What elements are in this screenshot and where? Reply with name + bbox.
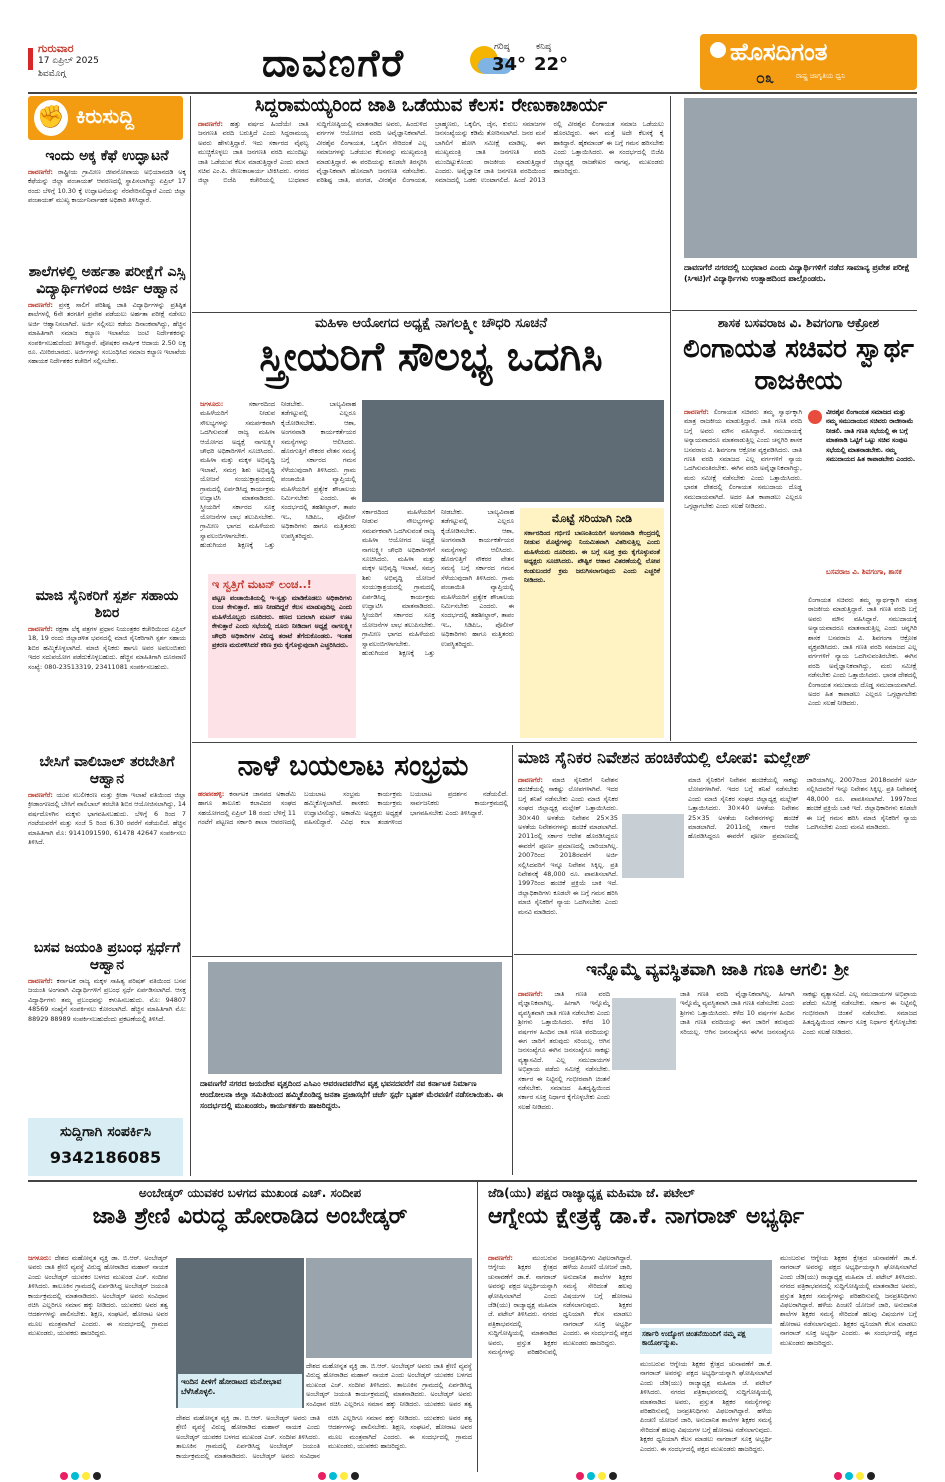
story-place: ದಾವಣಗೆರೆ: (518, 776, 543, 784)
sidebar-bribe-box (208, 574, 356, 738)
story-body (488, 1254, 632, 1466)
photo-women-event (362, 400, 664, 502)
brand-name: ಹೊಸದಿಗಂತ (730, 37, 828, 66)
brief-text: ಪ್ರಸಕ್ತ ಸಾಲಿಗೆ ಪರಿಶಿಷ್ಟ ಜಾತಿ ವಿದ್ಯಾರ್ಥಿಗಳನ್ನು ಪ್ರತಿಷ್ಠಿತ ಶಾಲೆಗಳಲ್ಲಿ 6ನೇ ತರಗತಿಗೆ ಪ್ರವೇಶ ಪಡೆಯಲು ಅರ್ಹತಾ ಪರೀಕ್ಷೆ ನಡೆಸಲು ಅರ್ಜಿ ಆಹ್ವಾನಿಸಲಾಗಿದೆ. ಅರ್ಜಿ ಸಲ್ಲಿಸಲು ಕಡೆಯ ದಿನಾಂಕವಾಗಿದ್ದು, ಹೆಚ್ಚಿನ ಮಾಹಿತಿಗಾಗಿ ಸಮಾಜ ಕಲ್ಯಾಣ ಇಲಾಖೆಯ ಜಂಟಿ ನಿರ್ದೇಶಕರನ್ನು ಸಂಪರ್ಕಿಸಬಹುದೆಂದು ತಿಳಿಸಿದ್ದಾರೆ. ಪೋಷಕರ ವಾರ್ಷಿಕ ಆದಾಯ 2.50 ಲಕ್ಷ ರೂ. ಮೀರಿರಬಾರದು. ಅರ್ಜಿಗಳನ್ನು ಸಂಬಂಧಿಸಿದ ಸಮಾಜ ಕಲ್ಯಾಣ ಇಲಾಖೆಯ ಸಹಾಯಕ ನಿರ್ದೇಶಕರ ಕಚೇರಿಗೆ ಸಲ್ಲಿಸಬೇಕು. (28, 301, 186, 366)
brief-headline: ಮಾಜಿ ಸೈನಿಕರಿಗೆ ಸ್ಪರ್ಶ ಸಹಾಯ ಶಿಬಿರ (35, 588, 179, 621)
story-text: ಮುಂಬರುವ ಆಗ್ನೇಯ ಶಿಕ್ಷಕರ ಕ್ಷೇತ್ರದ ಚುನಾವಣೆಗೆ ಡಾ.ಕೆ. ನಾಗರಾಜ್ ಅವರನ್ನು ಪಕ್ಷದ ಅಭ್ಯರ್ಥಿಯನ್ನಾಗಿ ಘೋಷಿಸಲಾಗಿದೆ ಎಂದು ಜೆಡಿ(ಯು) ರಾಜ್ಯಾಧ್ಯಕ್ಷ ಮಹಿಮಾ ಜೆ. ಪಟೇಲ್ ತಿಳಿಸಿದರು. ನಗರದ ಪತ್ರಿಕಾಭವನದಲ್ಲಿ ಸುದ್ದಿಗೋಷ್ಠಿಯಲ್ಲಿ ಮಾತನಾಡಿದ ಅವರು, ಪ್ರಸ್ತುತ ಶಿಕ್ಷಕರ ಸಮಸ್ಯೆಗಳನ್ನು ಪರಿಹರಿಸುವಲ್ಲಿ ಜನಪ್ರತಿನಿಧಿಗಳು ವಿಫಲರಾಗಿದ್ದಾರೆ. ಹಳೆಯ ಪಿಂಚಣಿ ಯೋಜನೆ ಜಾರಿ, ಅನುದಾನಿತ ಶಾಲೆಗಳ ಶಿಕ್ಷಕರ ಸಮಸ್ಯೆ ಸೇರಿದಂತೆ ಹಲವು ವಿಷಯಗಳ ಬಗ್ಗೆ ಹೋರಾಟ ನಡೆಸಲಾಗುವುದು. ಶಿಕ್ಷಕರ ಧ್ವನಿಯಾಗಿ ಕೆಲಸ ಮಾಡಲು ನಾಗರಾಜ್ ಸೂಕ್ತ ಅಭ್ಯರ್ಥಿ ಎಂದರು. ಈ ಸಂದರ್ಭದಲ್ಲಿ ಪಕ್ಷದ ಮುಖಂಡರು ಹಾಜರಿದ್ದರು. (488, 1254, 632, 1357)
photo-caption: ಇಂದಿನ ಪೀಳಿಗೆ ಹೋರಾಟದ ಮನೋಭಾವ ಬೆಳೆಸಿಕೊಳ್ಳಲಿ. (178, 1374, 302, 1408)
story-body-continued (362, 508, 514, 738)
photo-caption: ದಾವಣಗೆರೆ ನಗರದಲ್ಲಿ ಬುಧವಾರ ಎಂದು ವಿದ್ಯಾರ್ಥಿಗಳಿಗೆ ನಡೆದ ಸಾಮಾನ್ಯ ಪ್ರವೇಶ ಪರೀಕ್ಷೆ (ಸಿಇಟಿ)ಗೆ ವಿದ್ಯಾರ್ಥಿಗಳು ಉತ್ಸಾಹದಿಂದ ಪಾಲ್ಗೊಂಡರು. (684, 263, 910, 283)
story-text: ಲಿಂಗಾಯತ ಸಚಿವರು ತಮ್ಮ ಸ್ವಾರ್ಥಕ್ಕಾಗಿ ಮಾತ್ರ ರಾಜಕೀಯ ಮಾಡುತ್ತಿದ್ದಾರೆ. ಜಾತಿ ಗಣತಿ ವರದಿ ಬಗ್ಗೆ ಅವರು ಮೌನ ವಹಿಸಿದ್ದಾರೆ. ಸಮುದಾಯಕ್ಕೆ ಅನ್ಯಾಯವಾದರೂ ಮಾತನಾಡುತ್ತಿಲ್ಲ ಎಂದು ಚನ್ನಗಿರಿ ಶಾಸಕ ಬಸವರಾಜ ವಿ. ಶಿವಗಂಗಾ ಆಕ್ರೋಶ ವ್ಯಕ್ತಪಡಿಸಿದರು. ಜಾತಿ ಗಣತಿ ವರದಿ ಸಮಾಜದ ಎಲ್ಲ ವರ್ಗಗಳಿಗೆ ನ್ಯಾಯ ಒದಗಿಸುವಂತಿರಬೇಕು. ಈಗಿನ ವರದಿ ಅವೈಜ್ಞಾನಿಕವಾಗಿದ್ದು, ಮರು ಸಮೀಕ್ಷೆ ನಡೆಸಬೇಕು ಎಂದು ಒತ್ತಾಯಿಸಿದರು. ಭಾರತ ದೇಶದಲ್ಲಿ ಲಿಂಗಾಯತ ಸಮುದಾಯ ದೊಡ್ಡ ಸಮುದಾಯವಾಗಿದೆ. ಅದರ ಹಿತ ಕಾಪಾಡಲು ಎಲ್ಲರೂ ಒಗ್ಗಟ್ಟಾಗಬೇಕು ಎಂದು ಸಲಹೆ ನೀಡಿದರು. (808, 596, 917, 708)
story-body-continued (808, 596, 917, 738)
story-text: ಲಿಂಗಾಯತ ಸಚಿವರು ತಮ್ಮ ಸ್ವಾರ್ಥಕ್ಕಾಗಿ ಮಾತ್ರ ರಾಜಕೀಯ ಮಾಡುತ್ತಿದ್ದಾರೆ. ಜಾತಿ ಗಣತಿ ವರದಿ ಬಗ್ಗೆ ಅವರು ಮೌನ ವಹಿಸಿದ್ದಾರೆ. ಸಮುದಾಯಕ್ಕೆ ಅನ್ಯಾಯವಾದರೂ ಮಾತನಾಡುತ್ತಿಲ್ಲ ಎಂದು ಚನ್ನಗಿರಿ ಶಾಸಕ ಬಸವರಾಜ ವಿ. ಶಿವಗಂಗಾ ಆಕ್ರೋಶ ವ್ಯಕ್ತಪಡಿಸಿದರು. ಜಾತಿ ಗಣತಿ ವರದಿ ಸಮಾಜದ ಎಲ್ಲ ವರ್ಗಗಳಿಗೆ ನ್ಯಾಯ ಒದಗಿಸುವಂತಿರಬೇಕು. ಈಗಿನ ವರದಿ ಅವೈಜ್ಞಾನಿಕವಾಗಿದ್ದು, ಮರು ಸಮೀಕ್ಷೆ ನಡೆಸಬೇಕು ಎಂದು ಒತ್ತಾಯಿಸಿದರು. ಭಾರತ ದೇಶದಲ್ಲಿ ಲಿಂಗಾಯತ ಸಮುದಾಯ ದೊಡ್ಡ ಸಮುದಾಯವಾಗಿದೆ. ಅದರ ಹಿತ ಕಾಪಾಡಲು ಎಲ್ಲರೂ ಒಗ್ಗಟ್ಟಾಗಬೇಕು ಎಂದು ಸಲಹೆ ನೀಡಿದರು. (684, 408, 802, 511)
fist-icon: ✊ (34, 100, 68, 136)
brand-tagline: ರಾಷ್ಟ್ರ ಜಾಗೃತಿಯ ಧ್ವನಿ (796, 72, 846, 80)
story-kicker: ಮಹಿಳಾ ಆಯೋಗದ ಅಧ್ಯಕ್ಷೆ ನಾಗಲಕ್ಷ್ಮೀ ಚೌಧರಿ ಸೂಚನೆ (314, 316, 548, 331)
column-rule (477, 1182, 478, 1472)
brief-headline: ಶಾಲೆಗಳಲ್ಲಿ ಅರ್ಹತಾ ಪರೀಕ್ಷೆಗೆ ಎಸ್ಸಿ ವಿದ್ಯಾರ್ಥಿಗಳಿಂದ ಅರ್ಜಿ ಆಹ್ವಾನ (28, 264, 186, 297)
brief-5 (28, 940, 186, 1112)
sidebar-text: ಸರ್ಕಾರದಿಂದ ಗರ್ಭಿಣಿ ಬಾಣಂತಿಯರಿಗೆ ಅಂಗನವಾಡಿ ಕೇಂದ್ರದಲ್ಲಿ ನೀಡುವ ಮೊಟ್ಟೆಗಳನ್ನು ನಿಯಮಿತವಾಗಿ ವಿತರಿಸುತ್ತಿಲ್ಲ ಎಂದು ಮಹಿಳೆಯರು ದೂರಿದರು. ಈ ಬಗ್ಗೆ ಸೂಕ್ತ ಕ್ರಮ ಕೈಗೊಳ್ಳುವಂತೆ ಅಧ್ಯಕ್ಷರು ಸೂಚಿಸಿದರು. ಪೌಷ್ಟಿಕ ಆಹಾರ ವಿತರಣೆಯಲ್ಲಿ ಲೋಪ ಕಂಡುಬಂದರೆ ಕ್ರಮ ಜರುಗಿಸಲಾಗುವುದು ಎಂದು ಎಚ್ಚರಿಕೆ ನೀಡಿದರು. (524, 529, 660, 585)
story-place: ದಾವಣಗೆರೆ: (518, 990, 543, 998)
brief-place: ದಾವಣಗೆರೆ: (28, 791, 53, 799)
print-registration-marks (834, 1472, 875, 1480)
print-registration-marks (576, 1472, 617, 1480)
row-rule (192, 312, 670, 313)
day-label: ಗುರುವಾರ (38, 42, 74, 55)
max-temp-label: ಗರಿಷ್ಠ (494, 42, 510, 52)
story-body (28, 1254, 168, 1466)
story-place: ದಾವಣಗೆರೆ: (684, 408, 709, 416)
sidebar-text: ಪಟ್ಟಣ ಪಂಚಾಯಿತಿಯಲ್ಲಿ ಇ-ಸ್ವತ್ತು ಮಾಡಿಕೊಡಲು ಅಧಿಕಾರಿಗಳು ಲಂಚ ಕೇಳುತ್ತಾರೆ. ಹಣ ನೀಡದಿದ್ದರೆ ಕೆಲಸ ಮಾಡುವುದಿಲ್ಲ ಎಂದು ಮಹಿಳೆಯೊಬ್ಬರು ದೂರಿದರು. ಹಣದ ಬದಲಾಗಿ ಮಟನ್ ಊಟ ಕೇಳುತ್ತಾರೆ ಎಂದು ಸಭೆಯಲ್ಲಿ ದೂರು ನೀಡಿದಾಗ ಅಧ್ಯಕ್ಷೆ ನಾಗಲಕ್ಷ್ಮೀ ಚೌಧರಿ ಅಧಿಕಾರಿಗಳ ವಿರುದ್ಧ ತರಾಟೆ ತೆಗೆದುಕೊಂಡರು. ಇಂತಹ ಪ್ರಕರಣ ಮರುಕಳಿಸಿದರೆ ಕಠಿಣ ಕ್ರಮ ಕೈಗೊಳ್ಳುವುದಾಗಿ ಎಚ್ಚರಿಸಿದರು. (212, 594, 352, 650)
brief-2 (28, 264, 186, 582)
brief-text: ರಕ್ಷಣಾ ಲೆಕ್ಕ ಪತ್ರಗಳ ಪ್ರಧಾನ ನಿಯಂತ್ರಕರ ಕಚೇರಿಯಿಂದ ಏಪ್ರಿಲ್ 18, 19 ರಂದು ಜಿಲ್ಲಾಡಳಿತ ಭವನದಲ್ಲಿ ಮಾಜಿ ಸೈನಿಕರಿಗಾಗಿ ಸ್ಪರ್ಶ ಸಹಾಯ ಶಿಬಿರ ಹಮ್ಮಿಕೊಳ್ಳಲಾಗಿದೆ. ಮಾಜಿ ಸೈನಿಕರು ಹಾಗೂ ಅವರ ಅವಲಂಬಿತರು ಇದರ ಸದುಪಯೋಗ ಪಡೆದುಕೊಳ್ಳಬಹುದು. ಹೆಚ್ಚಿನ ಮಾಹಿತಿಗಾಗಿ ದೂರವಾಣಿ ಸಂಖ್ಯೆ: 080-23513319, 23411081 ಸಂಪರ್ಕಿಸಬಹುದು. (28, 625, 186, 671)
quote-box (808, 408, 917, 590)
story-jdu-candidate (488, 1186, 917, 1246)
kiru-suddi-banner (28, 96, 183, 140)
min-temp: 22° (534, 54, 569, 75)
row-rule (672, 310, 917, 311)
kiru-suddi-title: ಕಿರುಸುದ್ದಿ (76, 104, 135, 128)
story-text: ದೇಶದ ಮಹೋನ್ನತ ವ್ಯಕ್ತಿ ಡಾ. ಬಿ.ಆರ್. ಅಂಬೇಡ್ಕರ್ ಅವರು ಜಾತಿ ಶ್ರೇಣಿ ವ್ಯವಸ್ಥೆ ವಿರುದ್ಧ ಹೋರಾಡಿದ ಮಹಾನ್ ನಾಯಕ ಎಂದು ಅಂಬೇಡ್ಕರ್ ಯುವಕರ ಬಳಗದ ಮುಖಂಡ ಎಚ್. ಸಂದೀಪ ತಿಳಿಸಿದರು. ತಾಲೂಕಿನ ಗ್ರಾಮದಲ್ಲಿ ಏರ್ಪಡಿಸಿದ್ದ ಅಂಬೇಡ್ಕರ್ ಜಯಂತಿ ಕಾರ್ಯಕ್ರಮದಲ್ಲಿ ಮಾತನಾಡಿದರು. ಅಂಬೇಡ್ಕರ್ ಅವರು ಸಂವಿಧಾನ ರಚಿಸಿ ಎಲ್ಲರಿಗೂ ಸಮಾನ ಹಕ್ಕು ನೀಡಿದರು. ಯುವಕರು ಅವರ ತತ್ವ ಆದರ್ಶಗಳನ್ನು ಪಾಲಿಸಬೇಕು. ಶಿಕ್ಷಣ, ಸಂಘಟನೆ, ಹೋರಾಟ ಅವರ ಮೂಲ ಮಂತ್ರವಾಗಿದೆ ಎಂದರು. ಈ ಸಂದರ್ಭದಲ್ಲಿ ಗ್ರಾಮದ ಮುಖಂಡರು, ಯುವಕರು ಹಾಜರಿದ್ದರು. (28, 1254, 168, 1338)
brief-place: ದಾವಣಗೆರೆ: (28, 301, 53, 309)
sidebar-headline: ಮೊಟ್ಟೆ ಸರಿಯಾಗಿ ನೀಡಿ (551, 512, 633, 525)
story-body-continued (680, 990, 917, 1174)
story-place: ಜಗಳೂರು: (28, 1254, 52, 1262)
story-body-continued (176, 1414, 472, 1468)
brand-logo (700, 34, 917, 90)
page-number: ೦೩ (756, 68, 774, 87)
print-registration-marks (318, 1472, 359, 1480)
photo-rally (208, 962, 502, 1074)
story-headline: ಜಾತಿ ಶ್ರೇಣಿ ವಿರುದ್ಧ ಹೋರಾಡಿದ ಅಂಬೇಡ್ಕರ್ (92, 1203, 408, 1229)
max-temp: 34° (492, 54, 527, 75)
portrait-seer (612, 998, 676, 1070)
story-headline: ನಾಳೆ ಬಯಲಾಟ ಸಂಭ್ರಮ (237, 749, 469, 782)
portrait-mallesh (622, 814, 684, 878)
story-place: ಜಗಳೂರು: (200, 400, 224, 408)
min-temp-label: ಕನಿಷ್ಠ (536, 42, 552, 52)
brief-place: ದಾವಣಗೆರೆ: (28, 168, 53, 176)
quote-text: ವೀರಶೈವ ಲಿಂಗಾಯತ ಸಮಾಜದ ಮತ್ತು ನಮ್ಮ ಸಮುದಾಯದ ಸಚಿವರು ರಾಜೀನಾಮೆ ನೀಡಲಿ. ಜಾತಿ ಗಣತಿ ಸಭೆಯಲ್ಲಿ ಈ ಬಗ್ಗೆ ಮಾತನಾಡಿ ಒಟ್ಟಿಗೆ ಒಟ್ಟು ಸಚಿವ ಸಂಪುಟ ಸಭೆಯಲ್ಲಿ ಮಾತನಾಡಬೇಕು. ನಮ್ಮ ಸಮುದಾಯದ ಹಿತ ಕಾಪಾಡಬೇಕು ಎಂದರು. (826, 408, 916, 464)
quote-author: ಬಸವರಾಜ ವಿ. ಶಿವಗಂಗಾ, ಶಾಸಕ (826, 568, 902, 576)
brief-headline: ಬೇಸಿಗೆ ವಾಲಿಬಾಲ್ ತರಬೇತಿಗೆ ಆಹ್ವಾನ (39, 754, 175, 787)
story-text: ಹತ್ತು ವರ್ಷದ ಹಿಂದೆಯೇ ಜಾತಿ ಜನಗಣತಿ ವರದಿ ಬರುತ್ತಿದೆ ಎಂದು ಸಿದ್ದರಾಮಯ್ಯ ಅವರು ಹೇಳುತ್ತಿದ್ದಾರೆ. ಇದು ಸರ್ಕಾರದ ವೈಫಲ್ಯ ಮುಚ್ಚಿಕೊಳ್ಳಲು ಜಾತಿ ಜನಗಣತಿ ವರದಿ ಮುಂದಿಟ್ಟು ಜಾತಿ ಒಡೆಯುವ ಕೆಲಸ ಮಾಡುತ್ತಿದ್ದಾರೆ ಎಂದು ಮಾಜಿ ಸಚಿವ ಎಂ.ಪಿ. ರೇಣುಕಾಚಾರ್ಯ ಟೀಕಿಸಿದರು. ನಗರದ ಜಿಲ್ಲಾ ಬಿಜೆಪಿ ಕಚೇರಿಯಲ್ಲಿ ಬುಧವಾರ ಸುದ್ದಿಗೋಷ್ಠಿಯಲ್ಲಿ ಮಾತನಾಡಿದ ಅವರು, ಹಿಂದುಳಿದ ವರ್ಗಗಳ ಆಯೋಗದ ವರದಿ ಅವೈಜ್ಞಾನಿಕವಾಗಿದೆ. ವೀರಶೈವ ಲಿಂಗಾಯತ, ಒಕ್ಕಲಿಗ ಸೇರಿದಂತೆ ಎಲ್ಲ ಸಮಾಜಗಳನ್ನು ಒಡೆಯುವ ಕೆಲಸವನ್ನು ಮುಖ್ಯಮಂತ್ರಿ ಮಾಡುತ್ತಿದ್ದಾರೆ. ಈ ವರದಿಯನ್ನು ಕೂಡಲೇ ತಿರಸ್ಕರಿಸಿ ವೈಜ್ಞಾನಿಕವಾಗಿ ಹೊಸದಾಗಿ ಜನಗಣತಿ ನಡೆಸಬೇಕು. ಪರಿಶಿಷ್ಟ ಜಾತಿ, ಪಂಗಡ, ವೀರಶೈವ ಲಿಂಗಾಯತ, ಬ್ರಾಹ್ಮಣರು, ಒಕ್ಕಲಿಗ, ಜೈನ, ಕುರುಬ ಸಮಾಜಗಳ ಜನಸಂಖ್ಯೆಯನ್ನು ಕಡಿಮೆ ತೋರಿಸಲಾಗಿದೆ. ಜನರ ಮನೆ ಬಾಗಿಲಿಗೆ ಹೋಗಿ ಸಮೀಕ್ಷೆ ಮಾಡಿಲ್ಲ. ಈಗ ಮುಖ್ಯಮಂತ್ರಿ ಜಾತಿ ಜನಗಣತಿ ವರದಿ ಮುಂದಿಟ್ಟುಕೊಂಡು ರಾಜಕೀಯ ಮಾಡುತ್ತಿದ್ದಾರೆ ಎಂದರು. ಅವೈಜ್ಞಾನಿಕ ಜಾತಿ ಜನಗಣತಿ ವರದಿಯಿಂದ ಸಮಾಜದಲ್ಲಿ ಒಡಕು ಉಂಟಾಗಲಿದೆ. ಹಿಂದೆ 2013 ರಲ್ಲಿ ವೀರಶೈವ ಲಿಂಗಾಯತ ಸಮಾಜ ಒಡೆಯಲು ಹೊರಟಿದ್ದರು. ಈಗ ಮತ್ತೆ ಅದೇ ಕೆಲಸಕ್ಕೆ ಕೈ ಹಾಕಿದ್ದಾರೆ. ಹೈಕಮಾಂಡ್ ಈ ಬಗ್ಗೆ ಗಮನ ಹರಿಸಬೇಕು ಎಂದು ಒತ್ತಾಯಿಸಿದರು. ಈ ಸಂದರ್ಭದಲ್ಲಿ ಬಿಜೆಪಿ ಜಿಲ್ಲಾಧ್ಯಕ್ಷ ರಾಜಶೇಖರ ನಾಗಪ್ಪ, ಮುಖಂಡರು ಹಾಜರಿದ್ದರು. (198, 120, 664, 185)
city-label: ಶಿವಮೊಗ್ಗ (38, 69, 66, 79)
brief-text: ರಾಷ್ಟ್ರೀಯ ಗ್ರಾಮೀಣ ಜೀವನೋಪಾಯ ಅಭಿಯಾನದಡಿ ಅಕ್ಕ ಕೆಫೆಯನ್ನು ಜಿಲ್ಲಾ ಪಂಚಾಯತ್ ಆವರಣದಲ್ಲಿ ಸ್ಥಾಪಿಸಲಾಗಿದ್ದು ಏಪ್ರಿಲ್ 17 ರಂದು ಬೆಳಿಗ್ಗೆ 10.30 ಕ್ಕೆ ಉದ್ಘಾಟನೆಯನ್ನು ನೆರವೇರಿಸಲಿದ್ದಾರೆ ಎಂದು ಜಿಲ್ಲಾ ಪಂಚಾಯತ್ ಮುಖ್ಯ ಕಾರ್ಯನಿರ್ವಾಹಕ ಅಧಿಕಾರಿ ತಿಳಿಸಿದ್ದಾರೆ. (28, 168, 186, 205)
story-ambedkar (28, 1186, 472, 1246)
masthead-title: ದಾವಣಗೆರೆ (262, 40, 406, 85)
story-text: ಮುಂಬರುವ ಆಗ್ನೇಯ ಶಿಕ್ಷಕರ ಕ್ಷೇತ್ರದ ಚುನಾವಣೆಗೆ ಡಾ.ಕೆ. ನಾಗರಾಜ್ ಅವರನ್ನು ಪಕ್ಷದ ಅಭ್ಯರ್ಥಿಯನ್ನಾಗಿ ಘೋಷಿಸಲಾಗಿದೆ ಎಂದು ಜೆಡಿ(ಯು) ರಾಜ್ಯಾಧ್ಯಕ್ಷ ಮಹಿಮಾ ಜೆ. ಪಟೇಲ್ ತಿಳಿಸಿದರು. ನಗರದ ಪತ್ರಿಕಾಭವನದಲ್ಲಿ ಸುದ್ದಿಗೋಷ್ಠಿಯಲ್ಲಿ ಮಾತನಾಡಿದ ಅವರು, ಪ್ರಸ್ತುತ ಶಿಕ್ಷಕರ ಸಮಸ್ಯೆಗಳನ್ನು ಪರಿಹರಿಸುವಲ್ಲಿ ಜನಪ್ರತಿನಿಧಿಗಳು ವಿಫಲರಾಗಿದ್ದಾರೆ. ಹಳೆಯ ಪಿಂಚಣಿ ಯೋಜನೆ ಜಾರಿ, ಅನುದಾನಿತ ಶಾಲೆಗಳ ಶಿಕ್ಷಕರ ಸಮಸ್ಯೆ ಸೇರಿದಂತೆ ಹಲವು ವಿಷಯಗಳ ಬಗ್ಗೆ ಹೋರಾಟ ನಡೆಸಲಾಗುವುದು. ಶಿಕ್ಷಕರ ಧ್ವನಿಯಾಗಿ ಕೆಲಸ ಮಾಡಲು ನಾಗರಾಜ್ ಸೂಕ್ತ ಅಭ್ಯರ್ಥಿ ಎಂದರು. ಈ ಸಂದರ್ಭದಲ್ಲಿ ಪಕ್ಷದ ಮುಖಂಡರು ಹಾಜರಿದ್ದರು. (640, 1360, 772, 1453)
brief-place: ದಾವಣಗೆರೆ: (28, 977, 53, 985)
story-bayalata (198, 748, 508, 952)
story-text: ಮಾಜಿ ಸೈನಿಕರಿಗೆ ನಿವೇಶನ ಹಂಚಿಕೆಯಲ್ಲಿ ಸಾಕಷ್ಟು ಲೋಪಗಳಾಗಿವೆ. ಇದರ ಬಗ್ಗೆ ತನಿಖೆ ನಡೆಸಬೇಕು ಎಂದು ಮಾಜಿ ಸೈನಿಕರ ಸಂಘದ ಜಿಲ್ಲಾಧ್ಯಕ್ಷ ಮಲ್ಲೇಶ್ ಒತ್ತಾಯಿಸಿದರು. 30×40 ಅಳತೆಯ ನಿವೇಶನ 25×35 ಅಳತೆಯ ನಿವೇಶನಗಳನ್ನು ಹಂಚಿಕೆ ಮಾಡಲಾಗಿದೆ. 2011ರಲ್ಲಿ ಸರ್ಕಾರ ಆದೇಶ ಹೊರಡಿಸಿದ್ದರೂ ಈವರೆಗೆ ಪೂರ್ಣ ಪ್ರಮಾಣದಲ್ಲಿ ಜಾರಿಯಾಗಿಲ್ಲ. 2007ರಿಂದ 2018ರವರೆಗೆ ಅರ್ಜಿ ಸಲ್ಲಿಸಿದವರಿಗೆ ಇನ್ನೂ ನಿವೇಶನ ಸಿಕ್ಕಿಲ್ಲ. ಪ್ರತಿ ನಿವೇಶನಕ್ಕೆ 48,000 ರೂ. ಪಾವತಿಸಲಾಗಿದೆ. 1997ರಿಂದ ಹಂಚಿಕೆ ಪ್ರಕ್ರಿಯೆ ಬಾಕಿ ಇದೆ. ಜಿಲ್ಲಾಧಿಕಾರಿಗಳು ಕೂಡಲೇ ಈ ಬಗ್ಗೆ ಗಮನ ಹರಿಸಿ ಮಾಜಿ ಸೈನಿಕರಿಗೆ ನ್ಯಾಯ ಒದಗಿಸಬೇಕು ಎಂದು ಮನವಿ ಮಾಡಿದರು. (518, 776, 618, 916)
story-place: ದಾವಣಗೆರೆ: (488, 1254, 513, 1262)
lamp-icon (710, 42, 726, 58)
story-text: ದೇಶದ ಮಹೋನ್ನತ ವ್ಯಕ್ತಿ ಡಾ. ಬಿ.ಆರ್. ಅಂಬೇಡ್ಕರ್ ಅವರು ಜಾತಿ ಶ್ರೇಣಿ ವ್ಯವಸ್ಥೆ ವಿರುದ್ಧ ಹೋರಾಡಿದ ಮಹಾನ್ ನಾಯಕ ಎಂದು ಅಂಬೇಡ್ಕರ್ ಯುವಕರ ಬಳಗದ ಮುಖಂಡ ಎಚ್. ಸಂದೀಪ ತಿಳಿಸಿದರು. ತಾಲೂಕಿನ ಗ್ರಾಮದಲ್ಲಿ ಏರ್ಪಡಿಸಿದ್ದ ಅಂಬೇಡ್ಕರ್ ಜಯಂತಿ ಕಾರ್ಯಕ್ರಮದಲ್ಲಿ ಮಾತನಾಡಿದರು. ಅಂಬೇಡ್ಕರ್ ಅವರು ಸಂವಿಧಾನ ರಚಿಸಿ ಎಲ್ಲರಿಗೂ ಸಮಾನ ಹಕ್ಕು ನೀಡಿದರು. ಯುವಕರು ಅವರ ತತ್ವ (306, 1362, 472, 1408)
photo-caption: ಸರ್ಕಾರಿ ಉದ್ಯೋಗ ಚಿಂತನೆಯಿಂದಿಗೆ ನಮ್ಮ ಪಕ್ಷ ಕಾರ್ಯೋನ್ಮುಖ. (640, 1328, 772, 1354)
story-text: ಜಾತಿ ಗಣತಿ ವರದಿ ವೈಜ್ಞಾನಿಕವಾಗಿಲ್ಲ. ಹೀಗಾಗಿ ಇನ್ನೊಮ್ಮೆ ವ್ಯವಸ್ಥಿತವಾಗಿ ಜಾತಿ ಗಣತಿ ನಡೆಸಬೇಕು ಎಂದು ಶ್ರೀಗಳು ಒತ್ತಾಯಿಸಿದರು. ಕಳೆದ 10 ವರ್ಷಗಳ ಹಿಂದಿನ ಜಾತಿ ಗಣತಿ ವರದಿಯನ್ನು ಈಗ ಜಾರಿಗೆ ತರುವುದು ಸರಿಯಲ್ಲ. ಆಗಿನ ಜನಸಂಖ್ಯೆಗೂ ಈಗಿನ ಜನಸಂಖ್ಯೆಗೂ ಸಾಕಷ್ಟು ವ್ಯತ್ಯಾಸವಿದೆ. ಎಲ್ಲ ಸಮುದಾಯಗಳ ಅಭಿಪ್ರಾಯ ಪಡೆದು ಸಮೀಕ್ಷೆ ನಡೆಸಬೇಕು. ಸರ್ಕಾರ ಈ ನಿಟ್ಟಿನಲ್ಲಿ ಗಂಭೀರವಾಗಿ ಚಿಂತನೆ ನಡೆಸಬೇಕು. ಸಮಾಜದ ಹಿತದೃಷ್ಟಿಯಿಂದ ಸರ್ಕಾರ ಸೂಕ್ತ ನಿರ್ಧಾರ ಕೈಗೊಳ್ಳಬೇಕು ಎಂದು ಸಲಹೆ ನೀಡಿದರು. (518, 990, 610, 1111)
weather-widget (470, 40, 580, 88)
story-headline: ಆಗ್ನೇಯ ಕ್ಷೇತ್ರಕ್ಕೆ ಡಾ.ಕೆ. ನಾಗರಾಜ್ ಅಭ್ಯರ್ಥಿ (488, 1203, 805, 1229)
story-place: ದಾವಣಗೆರೆ: (198, 120, 223, 128)
story-headline: ಸಿದ್ದರಾಮಯ್ಯರಿಂದ ಜಾತಿ ಒಡೆಯುವ ಕೆಲಸ: ರೇಣುಕಾಚಾರ್ಯ (254, 96, 608, 116)
brief-headline: ಬಸವ ಜಯಂತಿ ಪ್ರಬಂಧ ಸ್ಪರ್ಧೆಗೆ ಆಹ್ವಾನ (33, 940, 181, 973)
brief-headline: ಇಂದು ಅಕ್ಕ ಕೆಫೆ ಉದ್ಘಾಟನೆ (45, 148, 169, 164)
date-block (28, 42, 238, 92)
story-body (518, 990, 610, 1174)
row-rule (514, 954, 917, 955)
story-headline: ಸ್ತ್ರೀಯರಿಗೆ ಸೌಲಭ್ಯ ಒದಗಿಸಿ (259, 333, 603, 380)
photo-ambedkar-crowd (306, 1258, 472, 1358)
column-rule (190, 96, 191, 1176)
contact-label: ಸುದ್ದಿಗಾಗಿ ಸಂಪರ್ಕಿಸಿ (59, 1124, 152, 1140)
story-renukacharya (198, 96, 664, 308)
story-text: ಕರ್ನಾಟಕ ಜಾನಪದ ಅಕಾಡೆಮಿ ಹಾಗೂ ತಾಲೂಕು ಕಲಾವಿದರ ಸಂಘದ ಸಹಯೋಗದಲ್ಲಿ ಏಪ್ರಿಲ್ 18 ರಂದು ಬೆಳಿಗ್ಗೆ 11 ಗಂಟೆಗೆ ಪಟ್ಟಣದ ಸರ್ಕಾರಿ ಶಾಲಾ ಆವರಣದಲ್ಲಿ ಬಯಲಾಟ ಸಂಭ್ರಮ ಕಾರ್ಯಕ್ರಮ ಹಮ್ಮಿಕೊಳ್ಳಲಾಗಿದೆ. ಶಾಸಕರು ಕಾರ್ಯಕ್ರಮ ಉದ್ಘಾಟಿಸಲಿದ್ದು, ಅಕಾಡೆಮಿ ಅಧ್ಯಕ್ಷರು ಅಧ್ಯಕ್ಷತೆ ವಹಿಸಲಿದ್ದಾರೆ. ವಿವಿಧ ಕಲಾ ತಂಡಗಳಿಂದ ಬಯಲಾಟ ಪ್ರದರ್ಶನ ನಡೆಯಲಿದೆ. ಸಾರ್ವಜನಿಕರು ಕಾರ್ಯಕ್ರಮದಲ್ಲಿ ಭಾಗವಹಿಸಬೇಕು ಎಂದು ತಿಳಿಸಿದ್ದಾರೆ. (198, 790, 508, 827)
brief-4 (28, 754, 186, 934)
row-rule (192, 742, 917, 743)
story-headline: ಮಾಜಿ ಸೈನಿಕರ ನಿವೇಶನ ಹಂಚಿಕೆಯಲ್ಲಿ ಲೋಪ: ಮಲ್ಲೇಶ್ (518, 748, 811, 767)
column-rule (512, 745, 513, 1175)
brief-1 (28, 148, 186, 258)
story-place: ಹರಪನಹಳ್ಳಿ: (198, 790, 225, 798)
story-headline: ಇನ್ನೊಮ್ಮೆ ವ್ಯವಸ್ಥಿತವಾಗಿ ಜಾತಿ ಗಣತಿ ಆಗಲಿ: ಶ್ರೀ (586, 960, 849, 980)
quote-icon (808, 410, 822, 424)
brief-3 (28, 588, 186, 748)
story-text: ಮುಂಬರುವ ಆಗ್ನೇಯ ಶಿಕ್ಷಕರ ಕ್ಷೇತ್ರದ ಚುನಾವಣೆಗೆ ಡಾ.ಕೆ. ನಾಗರಾಜ್ ಅವರನ್ನು ಪಕ್ಷದ ಅಭ್ಯರ್ಥಿಯನ್ನಾಗಿ ಘೋಷಿಸಲಾಗಿದೆ ಎಂದು ಜೆಡಿ(ಯು) ರಾಜ್ಯಾಧ್ಯಕ್ಷ ಮಹಿಮಾ ಜೆ. ಪಟೇಲ್ ತಿಳಿಸಿದರು. ನಗರದ ಪತ್ರಿಕಾಭವನದಲ್ಲಿ ಸುದ್ದಿಗೋಷ್ಠಿಯಲ್ಲಿ ಮಾತನಾಡಿದ ಅವರು, ಪ್ರಸ್ತುತ ಶಿಕ್ಷಕರ ಸಮಸ್ಯೆಗಳನ್ನು ಪರಿಹರಿಸುವಲ್ಲಿ ಜನಪ್ರತಿನಿಧಿಗಳು ವಿಫಲರಾಗಿದ್ದಾರೆ. ಹಳೆಯ ಪಿಂಚಣಿ ಯೋಜನೆ ಜಾರಿ, ಅನುದಾನಿತ ಶಾಲೆಗಳ ಶಿಕ್ಷಕರ ಸಮಸ್ಯೆ ಸೇರಿದಂತೆ ಹಲವು ವಿಷಯಗಳ ಬಗ್ಗೆ ಹೋರಾಟ ನಡೆಸಲಾಗುವುದು. ಶಿಕ್ಷಕರ ಧ್ವನಿಯಾಗಿ ಕೆಲಸ ಮಾಡಲು ನಾಗರಾಜ್ ಸೂಕ್ತ ಅಭ್ಯರ್ಥಿ ಎಂದರು. ಈ ಸಂದರ್ಭದಲ್ಲಿ ಪಕ್ಷದ ಮುಖಂಡರು ಹಾಜರಿದ್ದರು. (780, 1254, 917, 1347)
story-kicker: ಶಾಸಕ ಬಸವರಾಜ ವಿ. ಶಿವಗಂಗಾ ಆಕ್ರೋಶ (717, 316, 880, 330)
contact-box (28, 1118, 183, 1176)
contact-phone: 9342186085 (49, 1148, 162, 1167)
story-text: ಜಾತಿ ಗಣತಿ ವರದಿ ವೈಜ್ಞಾನಿಕವಾಗಿಲ್ಲ. ಹೀಗಾಗಿ ಇನ್ನೊಮ್ಮೆ ವ್ಯವಸ್ಥಿತವಾಗಿ ಜಾತಿ ಗಣತಿ ನಡೆಸಬೇಕು ಎಂದು ಶ್ರೀಗಳು ಒತ್ತಾಯಿಸಿದರು. ಕಳೆದ 10 ವರ್ಷಗಳ ಹಿಂದಿನ ಜಾತಿ ಗಣತಿ ವರದಿಯನ್ನು ಈಗ ಜಾರಿಗೆ ತರುವುದು ಸರಿಯಲ್ಲ. ಆಗಿನ ಜನಸಂಖ್ಯೆಗೂ ಈಗಿನ ಜನಸಂಖ್ಯೆಗೂ ಸಾಕಷ್ಟು ವ್ಯತ್ಯಾಸವಿದೆ. ಎಲ್ಲ ಸಮುದಾಯಗಳ ಅಭಿಪ್ರಾಯ ಪಡೆದು ಸಮೀಕ್ಷೆ ನಡೆಸಬೇಕು. ಸರ್ಕಾರ ಈ ನಿಟ್ಟಿನಲ್ಲಿ ಗಂಭೀರವಾಗಿ ಚಿಂತನೆ ನಡೆಸಬೇಕು. ಸಮಾಜದ ಹಿತದೃಷ್ಟಿಯಿಂದ ಸರ್ಕಾರ ಸೂಕ್ತ ನಿರ್ಧಾರ ಕೈಗೊಳ್ಳಬೇಕು ಎಂದು ಸಲಹೆ ನೀಡಿದರು. (680, 990, 917, 1036)
photo-caption: ದಾವಣಗೆರೆ ನಗರದ ಜಯದೇವ ವೃತ್ತದಿಂದ ಎಸಿಎಂ ಆವರಣದವರೆಗಿನ ವೃತ್ತ ಭವನದವರೆಗೆ ನವ ಕರ್ನಾಟಕ ನಿರ್ಮಾಣ ಆಂದೋಲನಾ ಜಿಲ್ಲಾ ಸಮಿತಿಯಿಂದ ಹಮ್ಮಿಕೊಂಡಿದ್ದ ಜನತಾ ಪ್ರಜಾಸಭೆಗೆ ಚರ್ಚೆ ಸ್ಪರ್ಧೆ ಬೃಹತ್ ಮೆರವಣಿಗೆ ನಡೆಸಲಾಯಿತು. ಈ ಸಂದರ್ಭದಲ್ಲಿ ಮುಖಂಡರು, ಕಾರ್ಯಕರ್ತರು ಹಾಜರಿದ್ದರು. (200, 1079, 504, 1110)
row-rule (28, 1180, 917, 1182)
story-body-continued (640, 1360, 772, 1466)
print-registration-marks (60, 1472, 101, 1480)
column-rule (670, 96, 671, 741)
sidebar-headline: ಇ ಸ್ವತ್ತಿಗೆ ಮಟನ್ ಲಂಚ..! (212, 578, 312, 591)
story-body (518, 776, 618, 950)
story-text: ಸರ್ಕಾರದಿಂದ ಮಹಿಳೆಯರಿಗೆ ನೀಡುವ ಸೌಲಭ್ಯಗಳನ್ನು ಸಮರ್ಪಕವಾಗಿ ಒದಗಿಸುವಂತೆ ರಾಜ್ಯ ಮಹಿಳಾ ಆಯೋಗದ ಅಧ್ಯಕ್ಷೆ ನಾಗಲಕ್ಷ್ಮೀ ಚೌಧರಿ ಅಧಿಕಾರಿಗಳಿಗೆ ಸೂಚಿಸಿದರು. ಮಹಿಳಾ ಮತ್ತು ಮಕ್ಕಳ ಅಭಿವೃದ್ಧಿ ಇಲಾಖೆ, ಸಮಗ್ರ ಶಿಶು ಅಭಿವೃದ್ಧಿ ಯೋಜನೆ ಸಂಯುಕ್ತಾಶ್ರಯದಲ್ಲಿ ಗ್ರಾಮದಲ್ಲಿ ಏರ್ಪಡಿಸಿದ್ದ ಕಾರ್ಯಕ್ರಮ ಉದ್ಘಾಟಿಸಿ ಮಾತನಾಡಿದರು. ಸ್ತ್ರೀಯರಿಗೆ ಸರ್ಕಾರದ ಸೂಕ್ತ ಯೋಜನೆಗಳ ಲಾಭ ತಲುಪಿಸಬೇಕು. ಗ್ರಾಮೀಣ ಭಾಗದ ಮಹಿಳೆಯರು ಸ್ವಾವಲಂಬಿಗಳಾಗಬೇಕು. ಹುಡುಗಿಯರ ಶಿಕ್ಷಣಕ್ಕೆ ಒತ್ತು ನೀಡಬೇಕು. ಬಾಲ್ಯವಿವಾಹ ತಡೆಗಟ್ಟುವಲ್ಲಿ ಎಲ್ಲರೂ ಕೈಜೋಡಿಸಬೇಕು. ಆಶಾ, ಅಂಗನವಾಡಿ ಕಾರ್ಯಕರ್ತೆಯರ ಸಮಸ್ಯೆಗಳನ್ನು ಆಲಿಸಿದರು. ಹೊರಗುತ್ತಿಗೆ ನೌಕರರ ವೇತನ ಸಮಸ್ಯೆ ಬಗ್ಗೆ ಸರ್ಕಾರದ ಗಮನ ಸೆಳೆಯುವುದಾಗಿ ತಿಳಿಸಿದರು. ಗ್ರಾಮ ಪಂಚಾಯಿತಿ ವ್ಯಾಪ್ತಿಯಲ್ಲಿ ಮಹಿಳೆಯರಿಗೆ ಪ್ರತ್ಯೇಕ ಶೌಚಾಲಯ ನಿರ್ಮಿಸಬೇಕು ಎಂದರು. ಈ ಸಂದರ್ಭದಲ್ಲಿ ತಹಶೀಲ್ದಾರ್, ತಾಪಂ ಇಒ, ಸಿಡಿಪಿಒ, ಪೊಲೀಸ್ ಅಧಿಕಾರಿಗಳು ಹಾಗೂ ಮತ್ತಿತರರು ಉಪಸ್ಥಿತರಿದ್ದರು. (200, 400, 356, 550)
sidebar-egg-box (520, 508, 664, 738)
date-label: 17 ಏಪ್ರಿಲ್ 2025 (38, 56, 99, 66)
story-text: ಮಾಜಿ ಸೈನಿಕರಿಗೆ ನಿವೇಶನ ಹಂಚಿಕೆಯಲ್ಲಿ ಸಾಕಷ್ಟು ಲೋಪಗಳಾಗಿವೆ. ಇದರ ಬಗ್ಗೆ ತನಿಖೆ ನಡೆಸಬೇಕು ಎಂದು ಮಾಜಿ ಸೈನಿಕರ ಸಂಘದ ಜಿಲ್ಲಾಧ್ಯಕ್ಷ ಮಲ್ಲೇಶ್ ಒತ್ತಾಯಿಸಿದರು. 30×40 ಅಳತೆಯ ನಿವೇಶನ 25×35 ಅಳತೆಯ ನಿವೇಶನಗಳನ್ನು ಹಂಚಿಕೆ ಮಾಡಲಾಗಿದೆ. 2011ರಲ್ಲಿ ಸರ್ಕಾರ ಆದೇಶ ಹೊರಡಿಸಿದ್ದರೂ ಈವರೆಗೆ ಪೂರ್ಣ ಪ್ರಮಾಣದಲ್ಲಿ ಜಾರಿಯಾಗಿಲ್ಲ. 2007ರಿಂದ 2018ರವರೆಗೆ ಅರ್ಜಿ ಸಲ್ಲಿಸಿದವರಿಗೆ ಇನ್ನೂ ನಿವೇಶನ ಸಿಕ್ಕಿಲ್ಲ. ಪ್ರತಿ ನಿವೇಶನಕ್ಕೆ 48,000 ರೂ. ಪಾವತಿಸಲಾಗಿದೆ. 1997ರಿಂದ ಹಂಚಿಕೆ ಪ್ರಕ್ರಿಯೆ ಬಾಕಿ ಇದೆ. ಜಿಲ್ಲಾಧಿಕಾರಿಗಳು ಕೂಡಲೇ ಈ ಬಗ್ಗೆ ಗಮನ ಹರಿಸಿ ಮಾಜಿ ಸೈನಿಕರಿಗೆ ನ್ಯಾಯ ಒದಗಿಸಬೇಕು ಎಂದು ಮನವಿ ಮಾಡಿದರು. (688, 776, 917, 841)
story-body-continued (306, 1362, 472, 1410)
header-rule (28, 92, 917, 94)
photo-press-meet (640, 1260, 772, 1324)
story-text: ದೇಶದ ಮಹೋನ್ನತ ವ್ಯಕ್ತಿ ಡಾ. ಬಿ.ಆರ್. ಅಂಬೇಡ್ಕರ್ ಅವರು ಜಾತಿ ಶ್ರೇಣಿ ವ್ಯವಸ್ಥೆ ವಿರುದ್ಧ ಹೋರಾಡಿದ ಮಹಾನ್ ನಾಯಕ ಎಂದು ಅಂಬೇಡ್ಕರ್ ಯುವಕರ ಬಳಗದ ಮುಖಂಡ ಎಚ್. ಸಂದೀಪ ತಿಳಿಸಿದರು. ತಾಲೂಕಿನ ಗ್ರಾಮದಲ್ಲಿ ಏರ್ಪಡಿಸಿದ್ದ ಅಂಬೇಡ್ಕರ್ ಜಯಂತಿ ಕಾರ್ಯಕ್ರಮದಲ್ಲಿ ಮಾತನಾಡಿದರು. ಅಂಬೇಡ್ಕರ್ ಅವರು ಸಂವಿಧಾನ ರಚಿಸಿ ಎಲ್ಲರಿಗೂ ಸಮಾನ ಹಕ್ಕು ನೀಡಿದರು. ಯುವಕರು ಅವರ ತತ್ವ ಆದರ್ಶಗಳನ್ನು ಪಾಲಿಸಬೇಕು. ಶಿಕ್ಷಣ, ಸಂಘಟನೆ, ಹೋರಾಟ ಅವರ ಮೂಲ ಮಂತ್ರವಾಗಿದೆ ಎಂದರು. ಈ ಸಂದರ್ಭದಲ್ಲಿ ಗ್ರಾಮದ ಮುಖಂಡರು, ಯುವಕರು ಹಾಜರಿದ್ದರು. (176, 1414, 472, 1460)
story-body-continued (688, 776, 917, 950)
brief-text: ಕರ್ನಾಟಕ ರಾಜ್ಯ ಮಕ್ಕಳ ಸಾಹಿತ್ಯ ಪರಿಷತ್ ವತಿಯಿಂದ ಬಸವ ಜಯಂತಿ ಅಂಗವಾಗಿ ವಿದ್ಯಾರ್ಥಿಗಳಿಗೆ ಪ್ರಬಂಧ ಸ್ಪರ್ಧೆ ಏರ್ಪಡಿಸಲಾಗಿದೆ. ಆಸಕ್ತ ವಿದ್ಯಾರ್ಥಿಗಳು ತಮ್ಮ ಪ್ರಬಂಧವನ್ನು ಕಳುಹಿಸಬಹುದು. ಮೊ: 94807 48569 ಸಂಖ್ಯೆಗೆ ಸಂಪರ್ಕಿಸಲು ಕೋರಲಾಗಿದೆ. ಹೆಚ್ಚಿನ ಮಾಹಿತಿಗಾಗಿ ಮೊ: 88929 88989 ಸಂಪರ್ಕಿಸಬಹುದೆಂದು ಪ್ರಕಟಣೆಯಲ್ಲಿ ತಿಳಿಸಿದೆ. (28, 977, 186, 1023)
story-kicker: ಅಂಬೇಡ್ಕರ್ ಯುವಕರ ಬಳಗದ ಮುಖಂಡ ಎಚ್. ಸಂದೀಪ (138, 1186, 362, 1200)
story-headline: ಲಿಂಗಾಯತ ಸಚಿವರ ಸ್ವಾರ್ಥ ರಾಜಕೀಯ (683, 334, 914, 396)
story-body-continued (780, 1254, 917, 1466)
photo-cet-exam (684, 98, 917, 258)
brief-text: ಯುವ ಸಬಲೀಕರಣ ಮತ್ತು ಕ್ರೀಡಾ ಇಲಾಖೆ ವತಿಯಿಂದ ಜಿಲ್ಲಾ ಕ್ರೀಡಾಂಗಣದಲ್ಲಿ ಬೇಸಿಗೆ ವಾಲಿಬಾಲ್ ತರಬೇತಿ ಶಿಬಿರ ಆಯೋಜಿಸಲಾಗಿದ್ದು, 14 ವರ್ಷದೊಳಗಿನ ಮಕ್ಕಳು ಭಾಗವಹಿಸಬಹುದು. ಬೆಳಿಗ್ಗೆ 6 ರಿಂದ 7 ಗಂಟೆಯವರೆಗೆ ಮತ್ತು ಸಂಜೆ 5 ರಿಂದ 6.30 ರವರೆಗೆ ನಡೆಯಲಿದೆ. ಹೆಚ್ಚಿನ ಮಾಹಿತಿಗಾಗಿ ಮೊ: 9141091590, 61478 42647 ಸಂಪರ್ಕಿಸಲು ತಿಳಿಸಿದೆ. (28, 791, 186, 847)
story-text: ಸರ್ಕಾರದಿಂದ ಮಹಿಳೆಯರಿಗೆ ನೀಡುವ ಸೌಲಭ್ಯಗಳನ್ನು ಸಮರ್ಪಕವಾಗಿ ಒದಗಿಸುವಂತೆ ರಾಜ್ಯ ಮಹಿಳಾ ಆಯೋಗದ ಅಧ್ಯಕ್ಷೆ ನಾಗಲಕ್ಷ್ಮೀ ಚೌಧರಿ ಅಧಿಕಾರಿಗಳಿಗೆ ಸೂಚಿಸಿದರು. ಮಹಿಳಾ ಮತ್ತು ಮಕ್ಕಳ ಅಭಿವೃದ್ಧಿ ಇಲಾಖೆ, ಸಮಗ್ರ ಶಿಶು ಅಭಿವೃದ್ಧಿ ಯೋಜನೆ ಸಂಯುಕ್ತಾಶ್ರಯದಲ್ಲಿ ಗ್ರಾಮದಲ್ಲಿ ಏರ್ಪಡಿಸಿದ್ದ ಕಾರ್ಯಕ್ರಮ ಉದ್ಘಾಟಿಸಿ ಮಾತನಾಡಿದರು. ಸ್ತ್ರೀಯರಿಗೆ ಸರ್ಕಾರದ ಸೂಕ್ತ ಯೋಜನೆಗಳ ಲಾಭ ತಲುಪಿಸಬೇಕು. ಗ್ರಾಮೀಣ ಭಾಗದ ಮಹಿಳೆಯರು ಸ್ವಾವಲಂಬಿಗಳಾಗಬೇಕು. ಹುಡುಗಿಯರ ಶಿಕ್ಷಣಕ್ಕೆ ಒತ್ತು ನೀಡಬೇಕು. ಬಾಲ್ಯವಿವಾಹ ತಡೆಗಟ್ಟುವಲ್ಲಿ ಎಲ್ಲರೂ ಕೈಜೋಡಿಸಬೇಕು. ಆಶಾ, ಅಂಗನವಾಡಿ ಕಾರ್ಯಕರ್ತೆಯರ ಸಮಸ್ಯೆಗಳನ್ನು ಆಲಿಸಿದರು. ಹೊರಗುತ್ತಿಗೆ ನೌಕರರ ವೇತನ ಸಮಸ್ಯೆ ಬಗ್ಗೆ ಸರ್ಕಾರದ ಗಮನ ಸೆಳೆಯುವುದಾಗಿ ತಿಳಿಸಿದರು. ಗ್ರಾಮ ಪಂಚಾಯಿತಿ ವ್ಯಾಪ್ತಿಯಲ್ಲಿ ಮಹಿಳೆಯರಿಗೆ ಪ್ರತ್ಯೇಕ ಶೌಚಾಲಯ ನಿರ್ಮಿಸಬೇಕು ಎಂದರು. ಈ ಸಂದರ್ಭದಲ್ಲಿ ತಹಶೀಲ್ದಾರ್, ತಾಪಂ ಇಒ, ಸಿಡಿಪಿಒ, ಪೊಲೀಸ್ ಅಧಿಕಾರಿಗಳು ಹಾಗೂ ಮತ್ತಿತರರು ಉಪಸ್ಥಿತರಿದ್ದರು. (362, 508, 514, 658)
story-body (684, 408, 802, 738)
row-rule (192, 956, 512, 957)
brief-place: ದಾವಣಗೆರೆ: (28, 625, 53, 633)
story-kicker: ಜೆಡಿ(ಯು) ಪಕ್ಷದ ರಾಜ್ಯಾಧ್ಯಕ್ಷ ಮಹಿಮಾ ಜೆ. ಪಟೇಲ್ (488, 1186, 695, 1200)
